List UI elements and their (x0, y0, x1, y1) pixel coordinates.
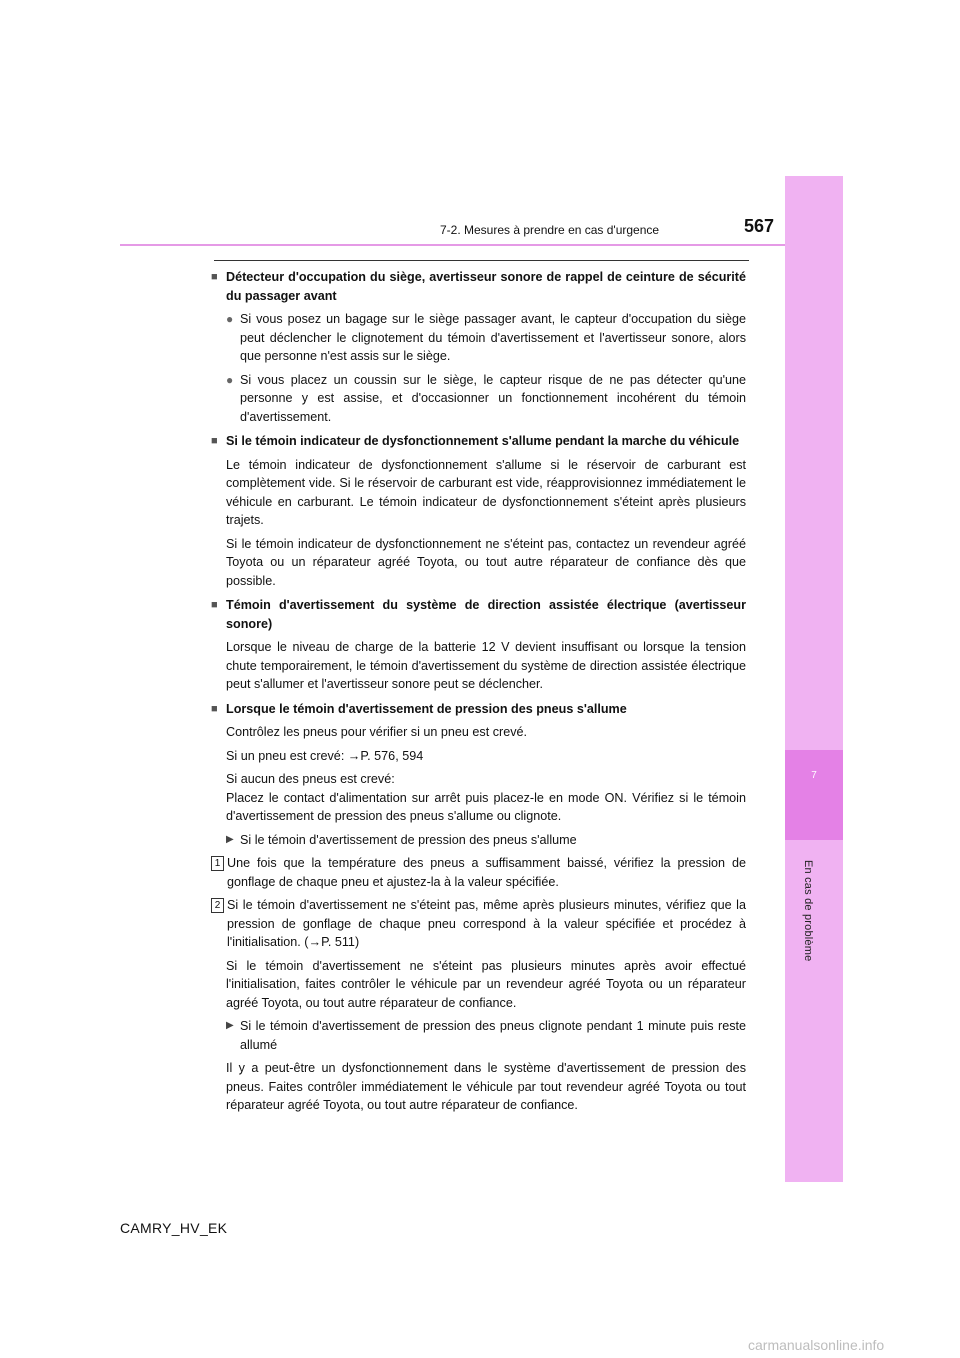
circle-bullet-icon: ● (226, 372, 234, 387)
chapter-number: 7 (811, 770, 817, 781)
step-number-box: 1 (211, 856, 224, 871)
header-divider (120, 244, 785, 246)
section-heading: ■ Lorsque le témoin d'avertissement de pression des pneus s'allume (211, 700, 746, 719)
content-rule (214, 260, 749, 261)
chapter-side-tab (785, 176, 843, 1182)
bullet-item: ● Si vous placez un coussin sur le siège, le capteur risque de ne pas détecter qu'une personne y est assise, et d'occasionner un fonctionnement incohérent du témoin d'avertissement. (226, 371, 746, 427)
page-number: 567 (744, 216, 775, 236)
paragraph: Lorsque le niveau de charge de la batterie 12 V devient insuffisant ou lorsque la tension chute temporairement, le témoin d'avertissement du système de direction assistée électrique peut s'allumer et l'avertisseur sonore peut se déclencher. (226, 640, 746, 691)
sub-heading: ▶ Si le témoin d'avertissement de pression des pneus s'allume (226, 831, 746, 850)
section-heading: ■ Détecteur d'occupation du siège, avertisseur sonore de rappel de ceinture de sécurité du passager avant (211, 268, 746, 305)
paragraph: Contrôlez les pneus pour vérifier si un pneu est crevé. (226, 725, 528, 739)
square-bullet-icon: ■ (211, 599, 218, 611)
paragraph: Si aucun des pneus est crevé: Placez le contact d'alimentation sur arrêt puis placez-le en mode ON. Vérifiez si le témoin d'avertissement de pression des pneus s'allume ou clignote. (226, 772, 746, 823)
paragraph: Il y a peut-être un dysfonctionnement dans le système d'avertissement de pression des pneus. Faites contrôler immédiatement le véhicule par tout revendeur agréé Toyota ou tout réparateur agréé Toyota, ou tout autre réparateur de confiance. (226, 1061, 746, 1112)
square-bullet-icon: ■ (211, 702, 218, 715)
chapter-label: En cas de problème (802, 860, 814, 962)
triangle-arrow-icon: ▶ (226, 833, 234, 845)
model-code: CAMRY_HV_EK (120, 1220, 228, 1236)
numbered-step: 1 Une fois que la température des pneus a suffisamment baissé, vérifiez la pression de gonflage de chaque pneu et ajustez-la à la valeur spécifiée. (211, 854, 746, 891)
paragraph: Le témoin indicateur de dysfonctionnement s'allume si le réservoir de carburant est complètement vide. Si le réservoir de carburant est vide, réapprovisionnez immédiatement le véhicule en carburant. Le témoin indicateur de dysfonctionnement s'éteint après plusieurs trajets. (226, 457, 746, 527)
section-heading: ■ Témoin d'avertissement du système de direction assistée électrique (avertisseur sonore) (211, 596, 746, 633)
paragraph: Si le témoin indicateur de dysfonctionnement ne s'éteint pas, contactez un revendeur agréé Toyota ou un réparateur agréé Toyota, ou tout autre réparateur de confiance dès que possible. (226, 536, 746, 588)
paragraph: Si le témoin d'avertissement ne s'éteint pas plusieurs minutes après avoir effectué l'initialisation, faites contrôler le véhicule par un revendeur agréé Toyota ou un réparateur agréé Toyota, ou tout autre réparateur de confiance. (226, 958, 746, 1010)
square-bullet-icon: ■ (211, 271, 218, 283)
triangle-arrow-icon: ▶ (226, 1020, 234, 1031)
paragraph: Si un pneu est crevé: →P. 576, 594 (226, 748, 424, 763)
section-title: 7-2. Mesures à prendre en cas d'urgence (440, 223, 660, 237)
numbered-step: 2 Si le témoin d'avertissement ne s'éteint pas, même après plusieurs minutes, vérifiez que la pression de gonflage de chaque pneu correspond à la valeur spécifiée et procédez à l'initialisation. (→P. 511) (211, 896, 746, 952)
sub-heading: ▶ Si le témoin d'avertissement de pression des pneus clignote pendant 1 minute puis reste allumé (226, 1017, 746, 1054)
circle-bullet-icon: ● (226, 312, 234, 326)
watermark: carmanualsonline.info (748, 1337, 885, 1353)
page-content (211, 268, 746, 1115)
bullet-item: ● Si vous posez un bagage sur le siège passager avant, le capteur d'occupation du siège peut déclencher le clignotement du témoin d'avertissement et l'avertisseur sonore, alors que personne n'est assis sur le siège. (226, 310, 746, 366)
step-number-box: 2 (211, 898, 224, 913)
square-bullet-icon: ■ (211, 435, 218, 447)
chapter-number-tab (785, 750, 843, 840)
section-heading: ■ Si le témoin indicateur de dysfonctionnement s'allume pendant la marche du véhicule (211, 432, 746, 451)
